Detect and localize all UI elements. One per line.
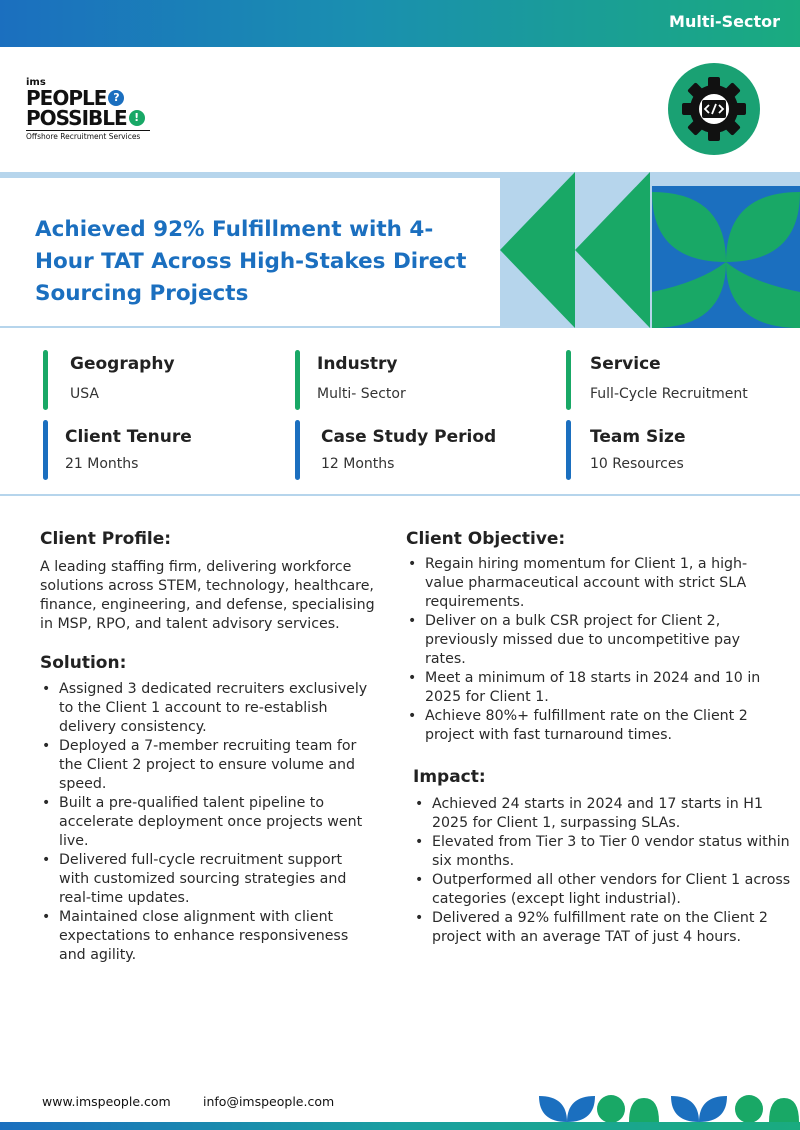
list-item: • Deployed a 7-member recruiting team for the Client 2 project to ensure volume and speed. <box>40 737 375 794</box>
logo-word-people: PEOPLE ? <box>26 88 166 108</box>
company-logo <box>26 78 166 144</box>
question-badge-icon: ? <box>108 90 124 106</box>
logo-ims: ims <box>26 77 46 88</box>
list-item: • Achieve 80%+ fulfillment rate on the Client 2 project with fast turnaround times. <box>406 707 762 745</box>
list-item: • Assigned 3 dedicated recruiters exclusively to the Client 1 account to re-establish delivery consistency. <box>40 680 375 737</box>
left-column <box>40 528 375 965</box>
page-title: Achieved 92% Fulfillment with 4-Hour TAT Across High-Stakes Direct Sourcing Projects <box>35 217 467 306</box>
hero-banner <box>0 172 800 328</box>
hero-title-panel <box>0 178 500 326</box>
exclamation-badge-icon: ! <box>129 110 145 126</box>
solution-list <box>40 680 375 965</box>
hero-decoration <box>500 172 800 328</box>
list-item: • Outperformed all other vendors for Client 1 across categories (except light industrial). <box>413 871 791 909</box>
client-profile-text: A leading staffing firm, delivering workforce solutions across STEM, technology, healthcare, finance, engineering, and defense, specialising in MSP, RPO, and talent advisory services. <box>40 559 375 632</box>
list-item: • Regain hiring momentum for Client 1, a high-value pharmaceutical account with strict SLA requirements. <box>406 555 762 612</box>
logo-tagline: Offshore Recruitment Services <box>26 130 150 141</box>
list-item: • Maintained close alignment with client expectations to enhance responsiveness and agility. <box>40 908 375 965</box>
list-item: • Elevated from Tier 3 to Tier 0 vendor status within six months. <box>413 833 791 871</box>
list-item: • Built a pre-qualified talent pipeline to accelerate deployment once projects went live. <box>40 794 375 851</box>
list-item: • Delivered a 92% fulfillment rate on the Client 2 project with an average TAT of just 4 hours. <box>413 909 791 947</box>
email-link[interactable]: info@imspeople.com <box>203 1094 335 1109</box>
key-facts: Geography USA Industry Multi- Sector Service Full-Cycle Recruitment Client Tenure 21 Months Case Study Period 12 Months Team Size 10 Resources <box>0 328 800 496</box>
website-link[interactable]: www.imspeople.com <box>42 1094 171 1109</box>
sector-label: Multi-Sector <box>669 12 780 31</box>
impact-list <box>413 795 791 947</box>
footer-decoration <box>537 1092 800 1122</box>
list-item: • Meet a minimum of 18 starts in 2024 and 10 in 2025 for Client 1. <box>406 669 762 707</box>
gear-code-icon <box>668 63 760 155</box>
right-column <box>406 528 762 745</box>
footer-gradient-bar <box>0 1122 800 1130</box>
client-profile-heading: Client Profile: <box>40 529 172 549</box>
impact-column <box>413 766 791 947</box>
list-item: • Deliver on a bulk CSR project for Client 2, previously missed due to uncompetitive pay rates. <box>406 612 762 669</box>
top-banner <box>0 0 800 47</box>
logo-word-possible: POSSIBLE ! <box>26 108 166 128</box>
impact-heading: Impact: <box>413 767 486 787</box>
client-objective-heading: Client Objective: <box>406 529 566 549</box>
solution-heading: Solution: <box>40 653 127 673</box>
list-item: • Achieved 24 starts in 2024 and 17 starts in H1 2025 for Client 1, surpassing SLAs. <box>413 795 791 833</box>
list-item: • Delivered full-cycle recruitment support with customized sourcing strategies and real-time updates. <box>40 851 375 908</box>
objective-list <box>406 555 762 745</box>
